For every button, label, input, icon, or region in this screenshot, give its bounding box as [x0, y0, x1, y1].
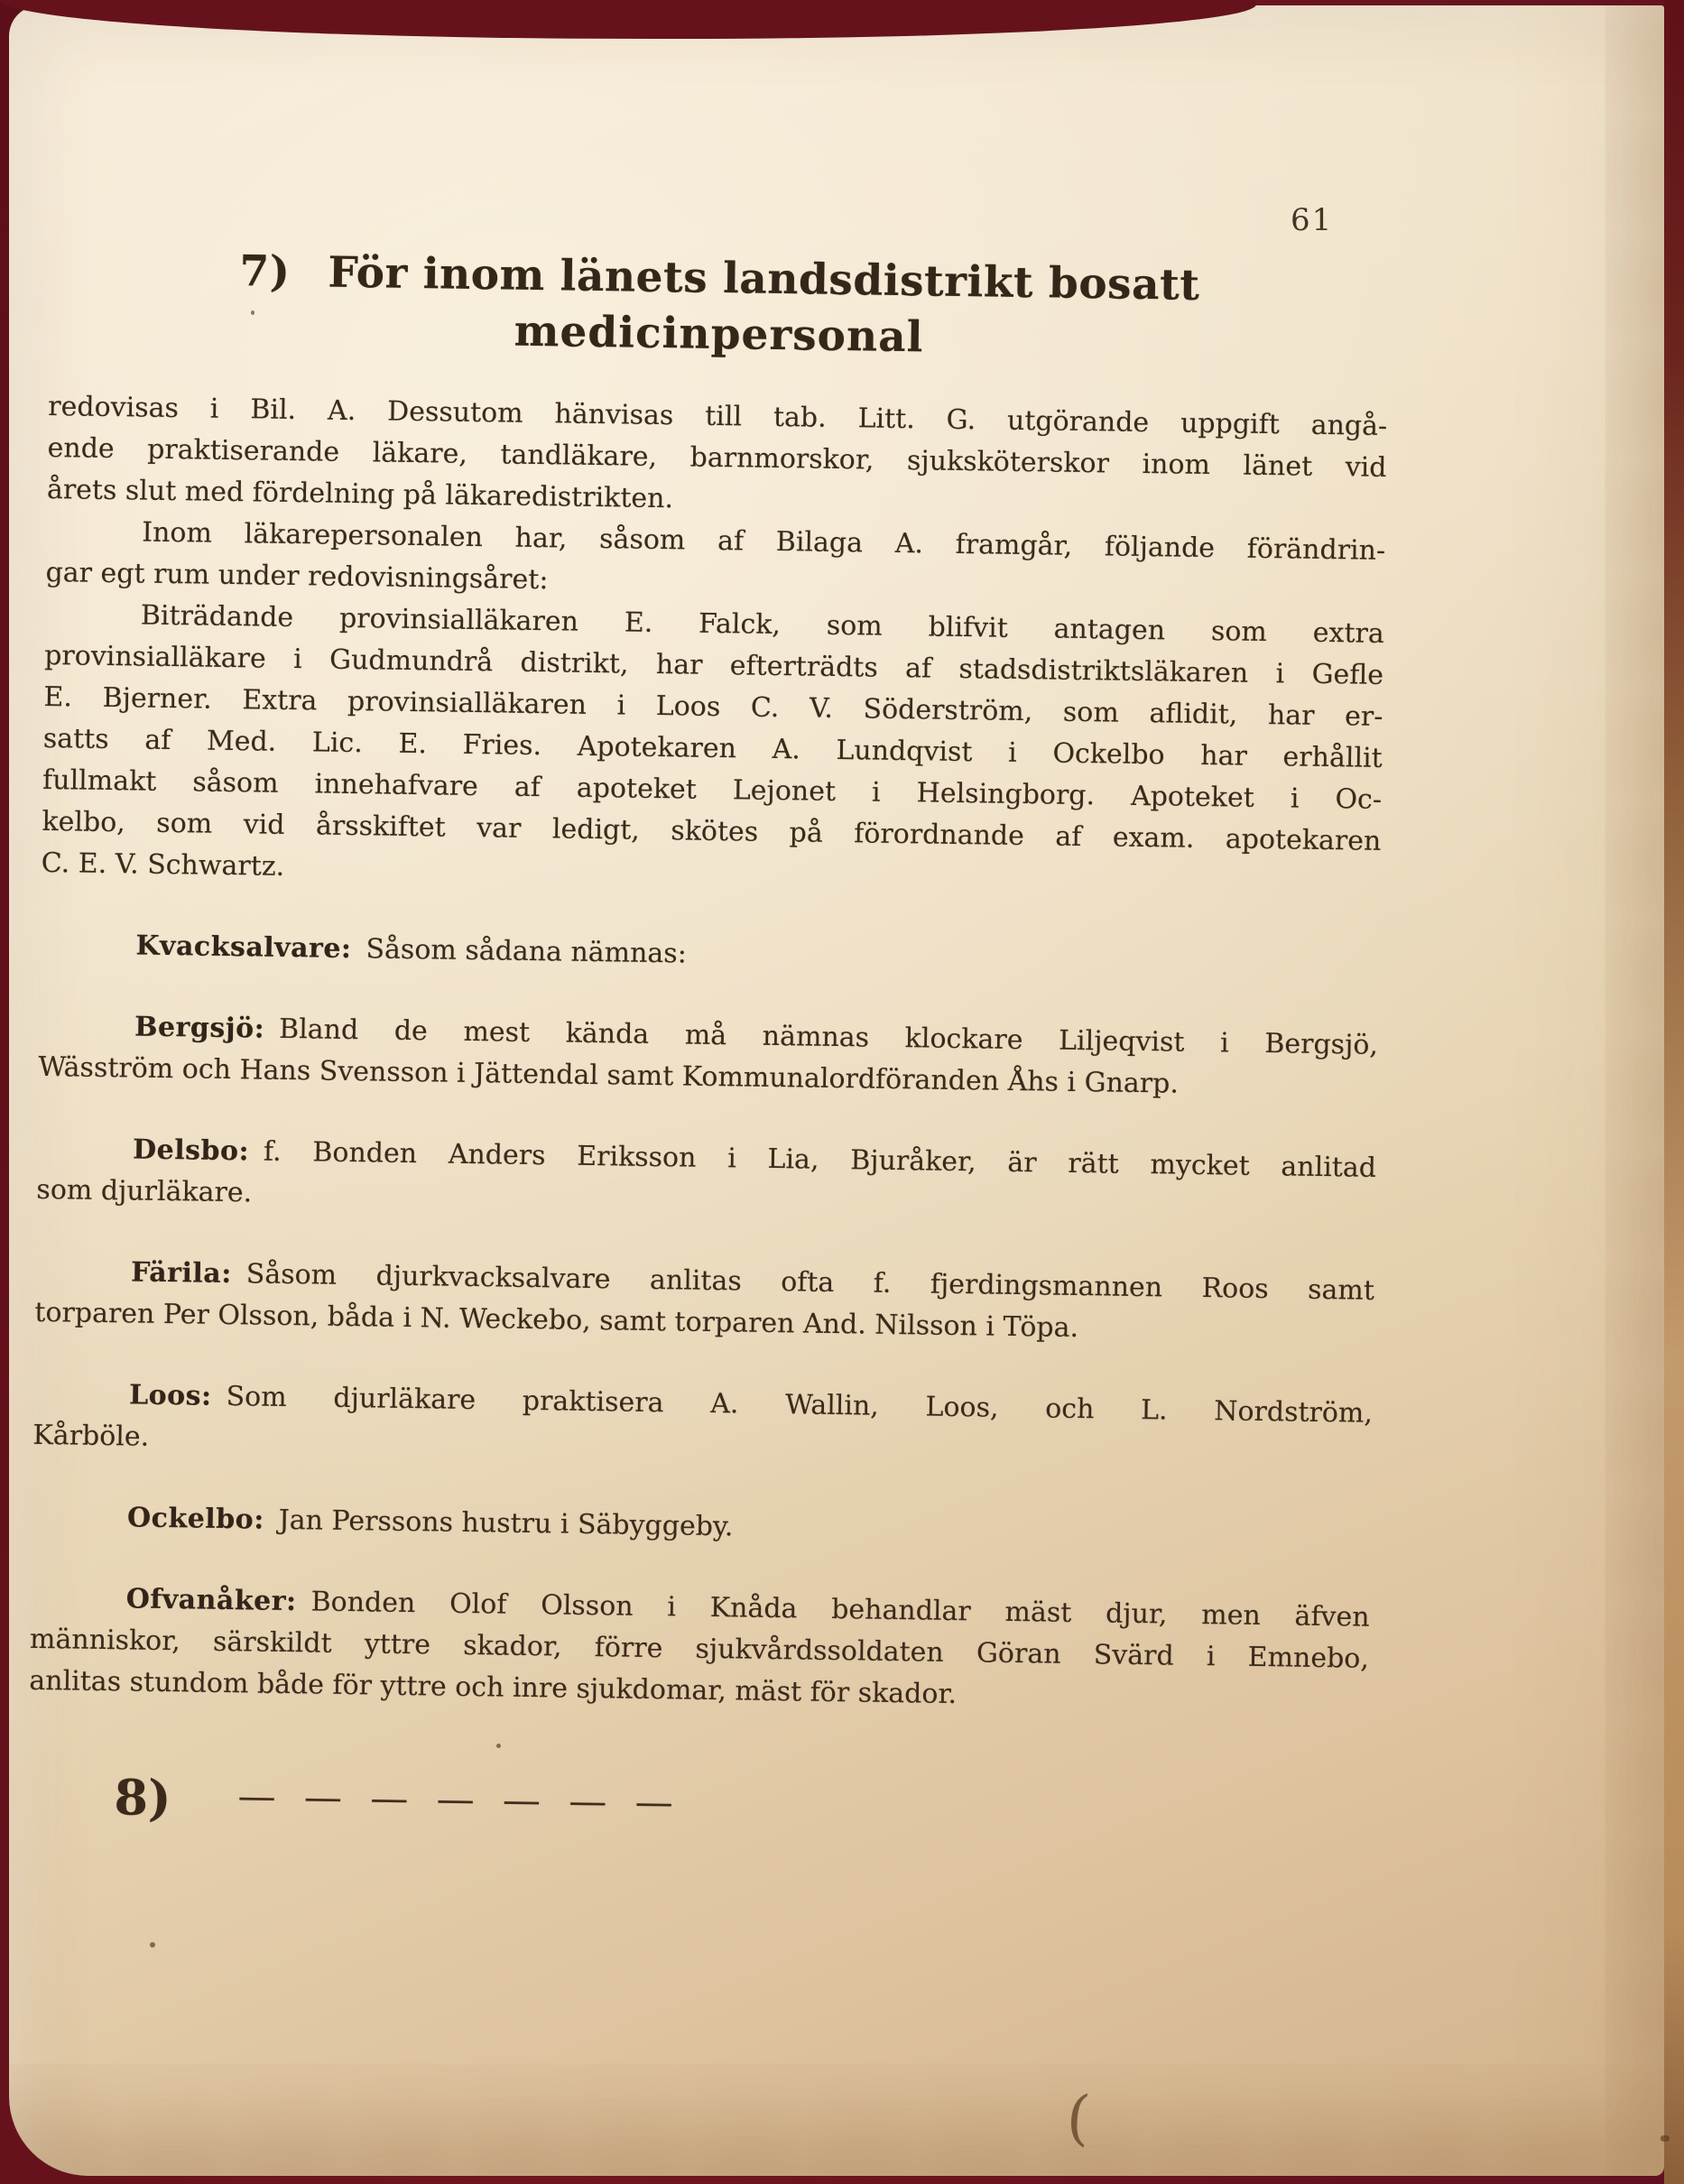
- ink-speck: [150, 1942, 155, 1948]
- chapter-heading-line2: medicinpersonal: [514, 306, 924, 363]
- text-line: Loos: Som djurläkare praktisera A. Wallin, Loos, och L. Nordström,: [128, 1379, 1374, 1430]
- section-label: Loos:: [128, 1379, 212, 1412]
- page-number: 61: [1291, 202, 1334, 238]
- paragraph: [47, 386, 1388, 531]
- text-line: E. Bjerner. Extra provinsialläkaren i Loos C. V. Söderström, som aflidit, har er-: [43, 680, 1383, 733]
- heading-title: För inom länets landsdistrikt bosatt: [328, 247, 1200, 310]
- text-line: Ofvanåker: Bonden Olof Olsson i Knåda behandlar mäst djur, men äfven: [125, 1583, 1370, 1633]
- ink-speck: [1661, 2135, 1670, 2142]
- text-line: årets slut med fördelning på läkaredistrikten.: [46, 473, 674, 515]
- page-content: [27, 244, 1390, 1845]
- text-line: Ockelbo: Jan Perssons hustru i Säbyggeby.: [126, 1502, 734, 1543]
- text-line: Biträdande provinsialläkaren E. Falck, som blifvit antagen som extra: [140, 599, 1385, 650]
- section-paragraph: [32, 1496, 1372, 1558]
- text-line: Inom läkarepersonalen har, såsom af Bilaga A. framgår, följande förändrin-: [142, 516, 1386, 567]
- section-label: Bergsjö:: [134, 1011, 265, 1045]
- text-line: som djurläkare.: [36, 1173, 253, 1209]
- text-line: redovisas i Bil. A. Dessutom hänvisas till tab. Litt. G. utgörande uppgift angå-: [48, 390, 1388, 442]
- body-text: [29, 386, 1387, 1722]
- text-line: C. E. V. Schwartz.: [41, 847, 285, 883]
- item-8-label: 8): [113, 1768, 172, 1828]
- dashes-placeholder: — — — — — — —: [237, 1772, 682, 1825]
- section-label: Färila:: [130, 1256, 233, 1291]
- cover-top-curve: [0, 0, 1256, 39]
- section-label: Delsbo:: [132, 1134, 250, 1168]
- text-line: satts af Med. Lic. E. Fries. Apotekaren A. Lundqvist i Ockelbo har erhållit: [42, 722, 1383, 774]
- heading-index: 7): [239, 246, 291, 297]
- text-line: Färila: Såsom djurkvacksalvare anlitas ofta f. fjerdingsmannen Roos samt: [130, 1256, 1375, 1307]
- paragraph: [41, 594, 1384, 904]
- section-paragraph: [34, 1251, 1374, 1354]
- text-line: ende praktiserande läkare, tandläkare, barnmorskor, sjuksköterskor inom länet vid: [47, 431, 1387, 484]
- item-8-row: [114, 1768, 1367, 1845]
- text-line: Kårböle.: [32, 1419, 150, 1453]
- text-line: Wäsström och Hans Svensson i Jättendal samt Kommunalordföranden Åhs i Gnarp.: [38, 1050, 1180, 1100]
- book-edge: [1664, 0, 1684, 2184]
- text-line: gar egt rum under redovisningsåret:: [45, 556, 549, 597]
- section-paragraph: [29, 1578, 1370, 1722]
- text-line: människor, särskildt yttre skador, förre sjukvårdssoldaten Göran Svärd i Emnebo,: [29, 1623, 1370, 1675]
- scanned-page: [9, 5, 1664, 2176]
- text-line: torparen Per Olsson, båda i N. Weckebo, samt torparen And. Nilsson i Töpa.: [34, 1296, 1079, 1345]
- text-line: anlitas stundom både för yttre och inre sjukdomar, mäst för skador.: [29, 1664, 958, 1711]
- text-line: kelbo, som vid årsskiftet var ledigt, skötes på förordnande af exam. apotekaren: [42, 805, 1382, 857]
- section-label: Ockelbo:: [126, 1502, 265, 1536]
- ink-speck: [496, 1744, 501, 1748]
- text-line: provinsialläkare i Gudmundrå distrikt, har efterträdts af stadsdistriktsläkaren i Gefle: [43, 639, 1384, 691]
- ink-speck: [251, 310, 254, 315]
- text-line: fullmakt såsom innehafvare af apoteket Lejonet i Helsingborg. Apoteket i Oc-: [42, 763, 1383, 816]
- text-line: Bergsjö: Bland de mest kända må nämnas klockare Liljeqvist i Bergsjö,: [134, 1011, 1379, 1061]
- text-line: Kvacksalvare: Såsom sådana nämnas:: [135, 930, 688, 970]
- pen-mark: (: [1064, 2082, 1093, 2153]
- section-paragraph: [32, 1374, 1373, 1476]
- section-paragraph: [38, 1005, 1378, 1108]
- section-paragraph: [40, 924, 1380, 986]
- section-paragraph: [36, 1128, 1376, 1231]
- section-label: Ofvanåker:: [125, 1583, 297, 1618]
- text-line: Delsbo: f. Bonden Anders Eriksson i Lia, Bjuråker, är rätt mycket anlitad: [132, 1134, 1377, 1184]
- section-label: Kvacksalvare:: [135, 930, 352, 966]
